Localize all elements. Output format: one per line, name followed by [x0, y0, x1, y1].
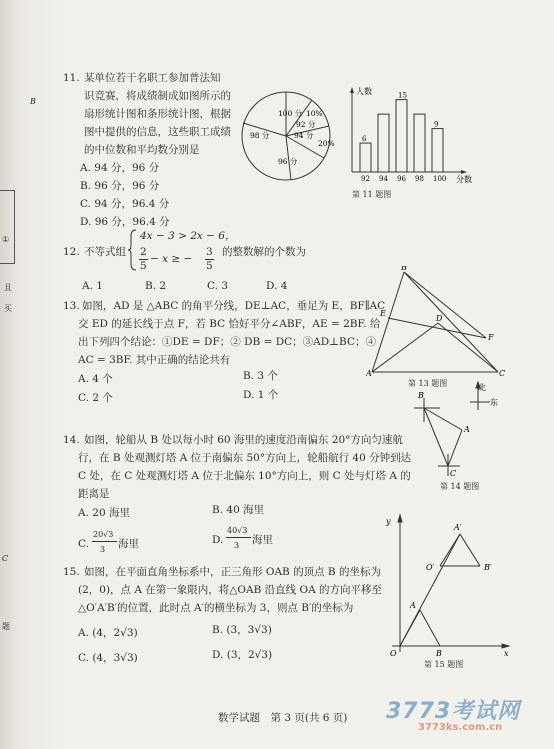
q11-option-a: A. 94 分，96 分	[80, 162, 160, 174]
q15-label-o-prime: O′	[426, 563, 435, 572]
pie-label-10pct: 10%	[306, 109, 323, 118]
q13-label-a: A	[366, 369, 372, 378]
q14-label-east: 东	[490, 398, 498, 407]
margin-mark-c: C	[2, 554, 9, 563]
pie-label-98: 98 分	[250, 131, 270, 140]
margin-mark-mai: 买	[4, 304, 12, 313]
q13-line-4: AC = 3BF. 其中正确的结论共有	[78, 354, 231, 366]
q15-number: 15.	[63, 566, 80, 578]
q13-line-1: 如图，AD 是 △ABC 的角平分线，DE⊥AC，垂足为 E，BF∥AC	[82, 300, 386, 312]
q12-ineq1: 4x − 3 > 2x − 6，	[140, 230, 236, 242]
bar-y-axis-arrow	[350, 87, 354, 93]
q14-option-c-num: 20√3	[93, 530, 114, 539]
bar-value-92: 6	[362, 135, 367, 144]
q13-number: 13.	[63, 300, 80, 312]
q12-brace	[128, 228, 138, 272]
watermark-url: 3773ks.com.cn	[418, 722, 503, 733]
q14-fig-caption: 第 14 题图	[440, 482, 480, 491]
q13-line-3: 出下列四个结论：①DE = DF；② DB = DC；③AD⊥BC；④	[78, 336, 376, 348]
bar-94	[378, 114, 389, 172]
bar-x-axis-arrow	[461, 170, 467, 174]
q15-fig-caption: 第 15 题图	[424, 660, 464, 669]
q13-option-d: D. 1 个	[243, 389, 279, 401]
q14-option-d-bar	[226, 537, 251, 538]
pie-label-20pct: 20%	[318, 139, 335, 148]
q14-option-b: B. 40 海里	[212, 504, 265, 516]
q15-label-y: y	[386, 517, 391, 526]
bar-tick-92: 92	[361, 175, 370, 183]
q11-option-d: D. 96 分，96.4 分	[80, 216, 170, 228]
q15-line-2: (2，0)，点 A 在第一象限内，将△OAB 沿直线 OA 的方向平移至	[78, 584, 382, 596]
margin-table	[0, 190, 15, 264]
q14-label-north: 北	[478, 383, 486, 392]
margin-mark-circle1: ①	[2, 235, 10, 244]
q13-label-e: E	[380, 309, 386, 318]
q14-option-a: A. 20 海里	[78, 507, 130, 519]
q15-option-d: D. (3，2√3)	[212, 649, 273, 661]
q15-label-x: x	[504, 649, 509, 658]
q14-number: 14.	[63, 434, 80, 446]
bar-98	[414, 114, 425, 172]
bar-xlabel: 分数	[456, 175, 472, 184]
bar-chart	[340, 80, 490, 190]
q14-option-d: D.	[212, 534, 224, 546]
page-footer: 数学试题 第 3 页(共 6 页)	[218, 712, 348, 724]
q13-label-b: B	[401, 266, 407, 272]
q11-line-5: 的中位数和平均数分别是	[84, 144, 200, 156]
q15-label-a: A	[410, 601, 416, 610]
q12-ineq2-frac-b-den: 5	[206, 260, 213, 272]
q13-line-2: 交 ED 的延长线于点 F，若 BC 恰好平分∠ABF，AE = 2BF. 给	[78, 318, 381, 330]
q12-option-c: C. 3	[207, 280, 229, 292]
q14-option-c-unit: 海里	[118, 538, 139, 550]
q15-option-c: C. (4，3√3)	[78, 652, 138, 664]
margin-mark-qie: 且	[4, 283, 12, 292]
q13-label-c: C	[499, 369, 506, 378]
bar-tick-94: 94	[379, 175, 388, 183]
q14-option-d-unit: 海里	[252, 534, 273, 546]
q12-suffix: 的整数解的个数为	[222, 246, 306, 258]
q12-ineq2-frac-a-num: 2	[140, 246, 147, 258]
q11-line-3: 扇形统计图和条形统计图，根据	[84, 108, 231, 120]
q14-line-3: C 处，在 C 处观测灯塔 A 位于北偏东 10°方向上，则 C 处与灯塔 A 的	[78, 470, 411, 482]
q14-line-4: 距离是	[78, 488, 110, 500]
bar-value-100: 9	[434, 120, 439, 129]
bar-92	[360, 143, 371, 172]
q11-option-c: C. 94 分，96.4 分	[80, 198, 170, 210]
pie-label-92: 92 分	[296, 120, 316, 129]
q15-label-a-prime: A′	[454, 523, 462, 532]
q14-label-c: C	[450, 469, 457, 478]
q13-fig-caption: 第 13 题图	[408, 379, 448, 388]
q14-line-2: 行，在 B 处观测灯塔 A 位于南偏东 50°方向上，轮船航行 40 分钟到达	[78, 452, 412, 464]
margin-mark-b: B	[30, 97, 36, 106]
margin-mark-ti: 题	[2, 622, 10, 631]
pie-label-96: 96 分	[278, 157, 298, 166]
q15-label-b-prime: B′	[484, 563, 492, 572]
q14-line-1: 如图，轮船从 B 处以每小时 60 海里的速度沿南偏东 20°方向匀速航	[84, 434, 403, 446]
q13-option-b: B. 3 个	[243, 370, 278, 382]
q14-option-c-bar	[92, 541, 117, 542]
q11-line-2: 识竞赛，将成绩制成如图所示的	[84, 90, 231, 102]
q15-label-o: O	[390, 649, 397, 658]
q14-option-d-den: 3	[234, 541, 240, 550]
bar-value-96: 15	[398, 91, 407, 100]
q12-prefix: 不等式组	[84, 246, 126, 258]
q13-option-c: C. 2 个	[78, 392, 113, 404]
q14-option-d-num: 40√3	[227, 526, 248, 535]
q14-label-a: A	[464, 425, 470, 434]
q14-option-c-den: 3	[100, 545, 106, 554]
q13-option-a: A. 4 个	[78, 373, 113, 385]
bar-96	[396, 100, 407, 172]
q13-figure	[366, 266, 506, 378]
q12-ineq2-frac-b-num: 3	[206, 246, 213, 258]
q12-number: 12.	[63, 246, 80, 258]
q15-line-3: △O′A′B′的位置，此时点 A′的横坐标为 3，则点 B′的坐标为	[78, 602, 354, 614]
q11-fig-caption: 第 11 题图	[352, 190, 392, 199]
pie-label-100: 100 分	[278, 109, 303, 118]
q13-label-d: D	[436, 314, 443, 323]
q12-ineq2-mid: − x ≥ −	[150, 253, 193, 265]
bar-100	[432, 129, 443, 172]
q15-figure	[382, 512, 514, 660]
pie-label-94: 94 分	[294, 131, 314, 140]
q11-number: 11.	[63, 72, 80, 84]
q12-option-b: B. 2	[145, 280, 167, 292]
q15-option-a: A. (4，2√3)	[78, 627, 138, 639]
q15-line-1: 如图，在平面直角坐标系中，正三角形 OAB 的顶点 B 的坐标为	[84, 566, 381, 578]
q13-label-f: F	[488, 333, 494, 342]
q12-ineq2-frac-a-den: 5	[140, 260, 147, 272]
q14-label-b: B	[418, 391, 424, 400]
q14-option-c: C.	[78, 538, 89, 550]
q12-option-a: A. 1	[82, 280, 103, 292]
watermark-logo: 3773考试网	[386, 699, 521, 724]
q11-line-4: 图中提供的信息，这些职工成绩	[84, 126, 231, 138]
q14-figure	[410, 380, 502, 480]
q11-option-b: B. 96 分，96 分	[80, 180, 160, 192]
bar-tick-96: 96	[397, 175, 406, 183]
q12-option-d: D. 4	[266, 280, 288, 292]
bar-tick-100: 100	[433, 175, 447, 183]
q15-label-b: B	[436, 649, 442, 658]
q11-line-1: 某单位若干名职工参加普法知	[84, 72, 221, 84]
bar-ylabel: 人数	[356, 87, 372, 96]
q15-option-b: B. (3，3√3)	[212, 624, 272, 636]
pie-chart	[236, 86, 336, 186]
bar-tick-98: 98	[415, 175, 424, 183]
